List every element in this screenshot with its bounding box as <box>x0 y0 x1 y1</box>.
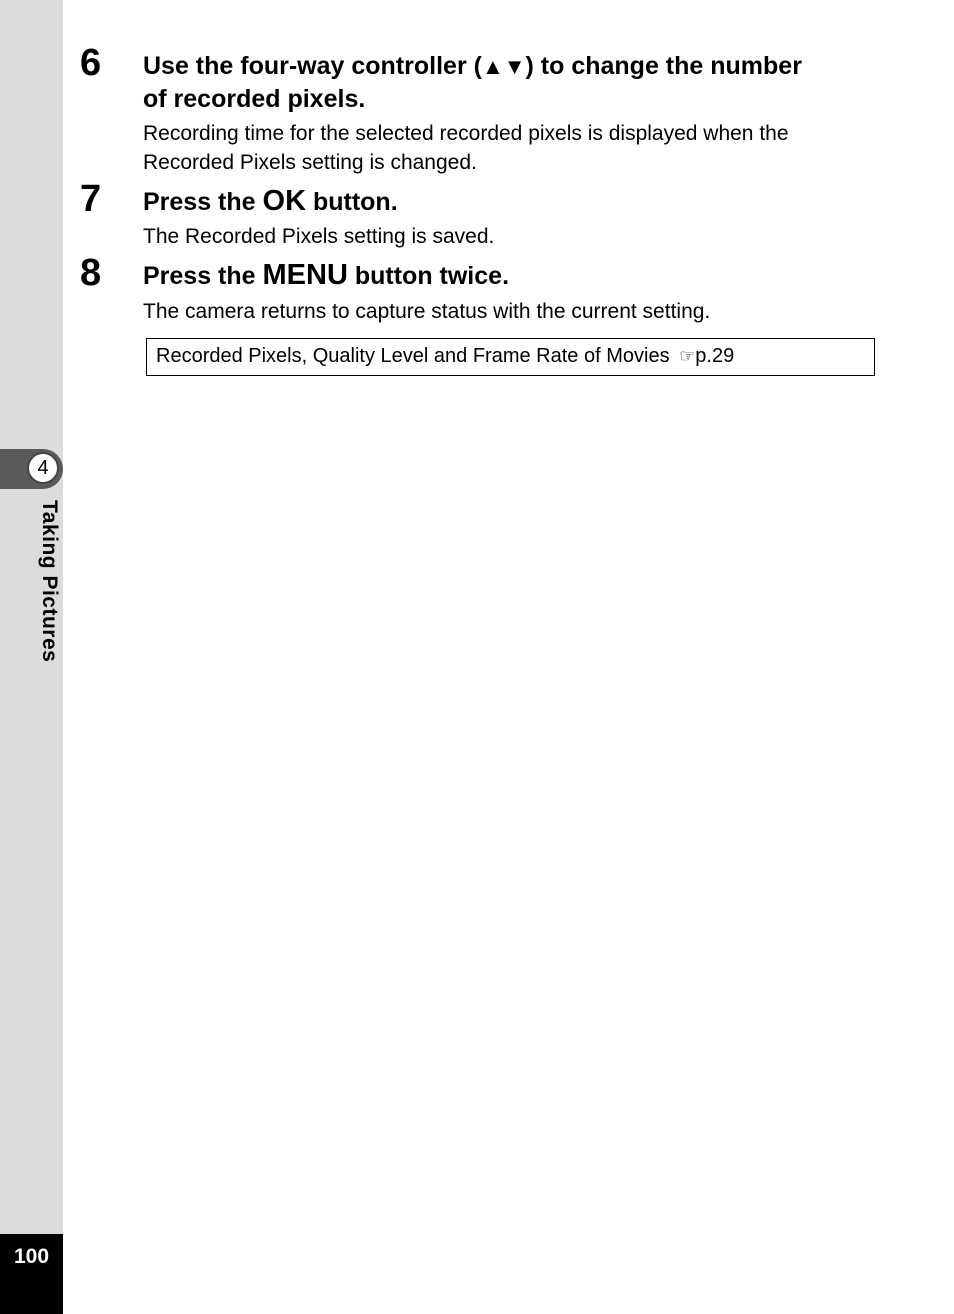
step-6-heading-line2: of recorded pixels. <box>143 85 366 113</box>
step-number-7: 7 <box>80 178 102 220</box>
up-down-arrows-icon: ▲▼ <box>481 54 526 79</box>
step-number-6: 6 <box>80 42 102 84</box>
pointing-hand-icon: ☞ <box>679 346 696 366</box>
reference-text: Recorded Pixels, Quality Level and Frame Rate of Movies <box>156 345 670 367</box>
reference-page-link[interactable]: p.29 <box>695 345 735 367</box>
step-7-body: The Recorded Pixels setting is saved. <box>143 225 495 248</box>
ok-button-label: OK <box>262 185 307 217</box>
page-number: 100 <box>13 1245 50 1268</box>
step-6-body: Recording time for the selected recorded pixels is displayed when the Recorded Pixels setting is changed. <box>143 122 789 174</box>
step-8-body: The camera returns to capture status with the current setting. <box>143 300 711 323</box>
menu-button-label: MENU <box>262 259 348 291</box>
step-6-heading <box>143 50 883 115</box>
step-6-heading-line1: Use the four-way controller (▲▼) to change the number <box>143 52 802 80</box>
step-8-heading: Press the MENU button twice. <box>143 259 510 291</box>
step-number-8: 8 <box>80 252 102 294</box>
reference-box <box>146 338 875 376</box>
step-7-heading: Press the OK button. <box>143 185 398 217</box>
chapter-number: 4 <box>27 452 59 484</box>
chapter-title: Taking Pictures <box>38 500 61 663</box>
